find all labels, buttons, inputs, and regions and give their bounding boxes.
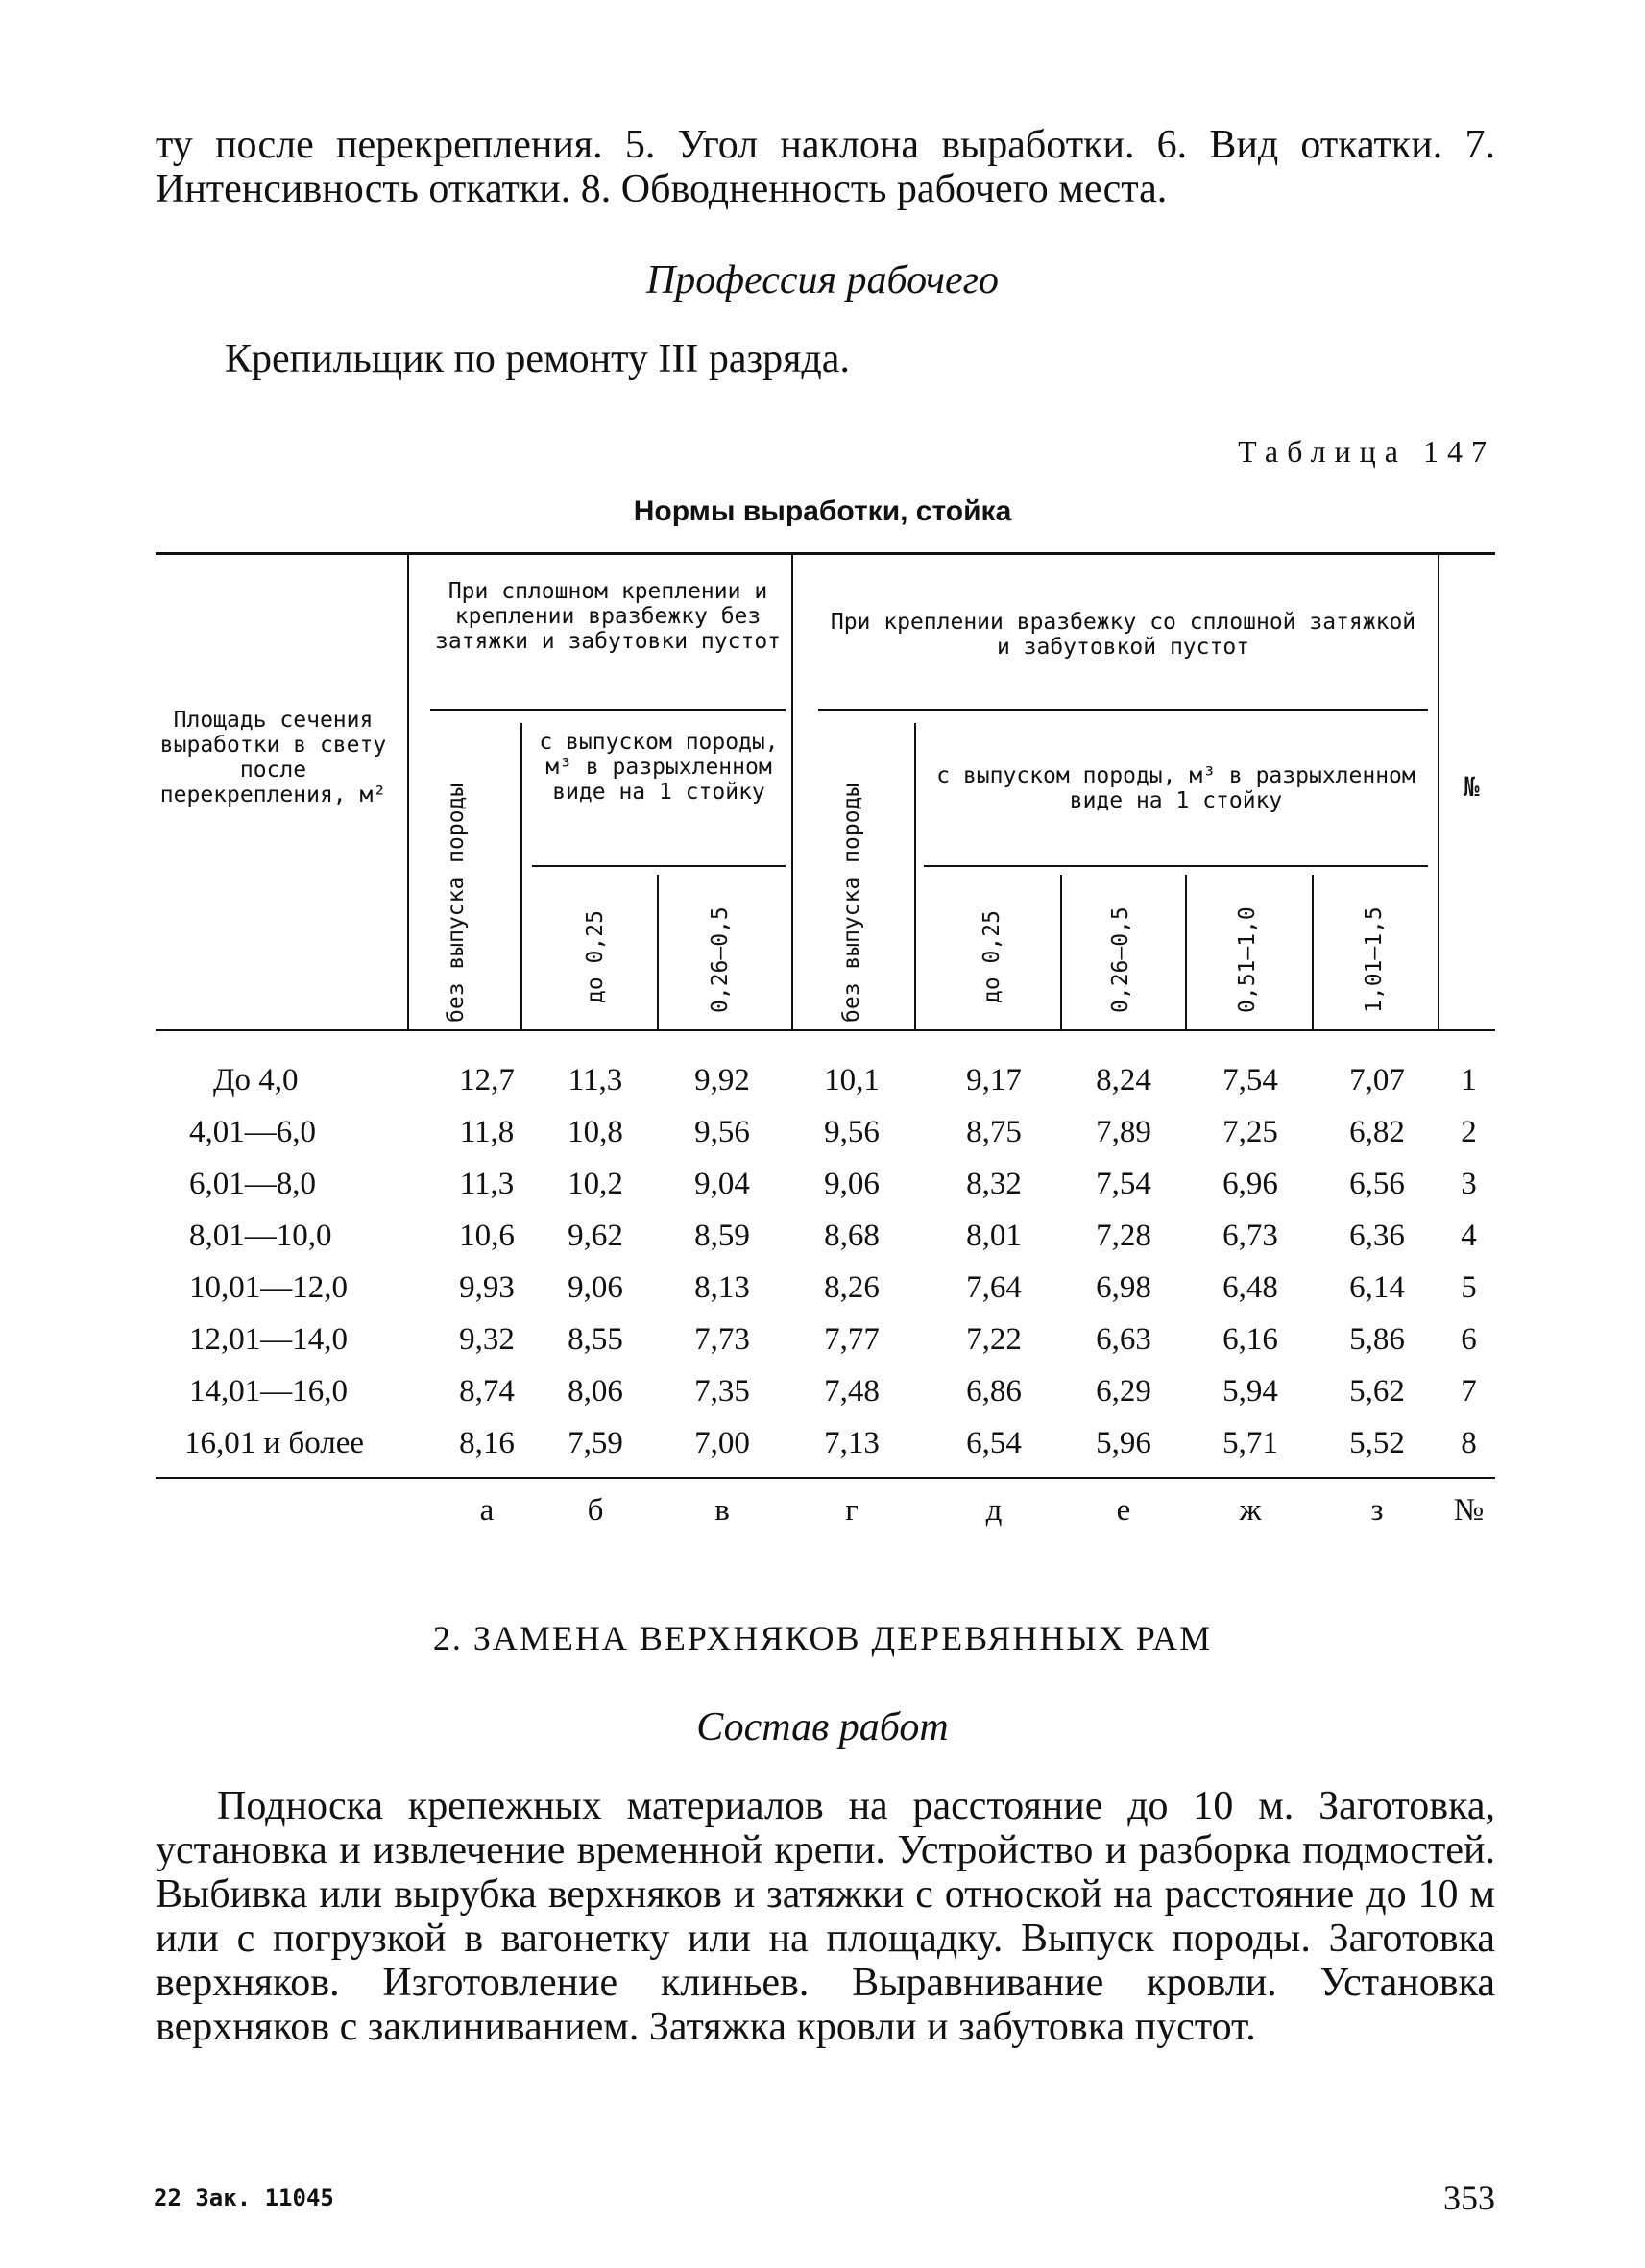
- table-cell: 5,96: [1096, 1426, 1151, 1460]
- table-cell: 6,14: [1349, 1270, 1405, 1305]
- vrule-g2-a: [1060, 875, 1062, 1029]
- table-cell: 6,82: [1349, 1115, 1405, 1149]
- profession-text: Крепильщик по ремонту III разряда.: [225, 337, 850, 381]
- group2-sub-header: с выпуском породы, м³ в разрыхленном виде на 1 стойку: [936, 763, 1415, 813]
- row-number: 1: [1461, 1063, 1477, 1098]
- table-cell: 8,01: [966, 1218, 1022, 1253]
- table-cell: 5,86: [1349, 1322, 1405, 1357]
- column-letter: а: [479, 1493, 495, 1528]
- table-cell: 7,54: [1096, 1167, 1151, 1201]
- table-cell: 7,54: [1222, 1063, 1278, 1098]
- table-cell: 9,32: [459, 1322, 515, 1357]
- column-letter: з: [1370, 1493, 1384, 1528]
- table-header-bottom-rule: [156, 1029, 1495, 1031]
- row-label: 12,01—14,0: [189, 1322, 348, 1357]
- table-cell: 7,13: [824, 1426, 880, 1460]
- table-cell: 6,98: [1096, 1270, 1151, 1305]
- group2-header: При креплении вразбежку со сплошной затяжкой и забутовкой пустот: [830, 610, 1416, 660]
- table-cell: 6,86: [966, 1374, 1022, 1409]
- table-cell: 6,29: [1096, 1374, 1151, 1409]
- table-cell: 7,28: [1096, 1218, 1151, 1253]
- column-letter: е: [1116, 1493, 1131, 1528]
- profession-heading: Профессия рабочего: [645, 258, 1000, 302]
- table-cell: 7,89: [1096, 1115, 1151, 1149]
- area-header: Площадь сечения выработки в свету после перекрепления, м²: [159, 708, 387, 808]
- table-cell: 6,73: [1222, 1218, 1278, 1253]
- table-cell: 6,96: [1222, 1167, 1278, 1201]
- table-cell: 9,17: [966, 1063, 1022, 1098]
- table-cell: 6,56: [1349, 1167, 1405, 1201]
- table-cell: 9,56: [694, 1115, 750, 1149]
- section-heading: 2. ЗАМЕНА ВЕРХНЯКОВ ДЕРЕВЯННЫХ РАМ: [432, 1619, 1213, 1657]
- col-header-f: 0,26—0,5: [1108, 906, 1133, 1013]
- vrule-g2-b: [1185, 875, 1187, 1029]
- table-cell: 8,55: [568, 1322, 623, 1357]
- column-letter: г: [845, 1493, 859, 1528]
- table-cell: 8,75: [966, 1115, 1022, 1149]
- table-cell: 5,62: [1349, 1374, 1405, 1409]
- works-heading: Состав работ: [696, 1705, 949, 1749]
- hrule-g2-sub: [924, 865, 1428, 867]
- row-number: 7: [1461, 1374, 1477, 1409]
- table-cell: 7,77: [824, 1322, 880, 1357]
- table-cell: 11,3: [568, 1063, 623, 1098]
- table-cell: 8,26: [824, 1270, 880, 1305]
- table-cell: 7,35: [694, 1374, 750, 1409]
- vrule-num: [1438, 552, 1439, 1029]
- table-cell: 6,54: [966, 1426, 1022, 1460]
- col-header-c: 0,26—0,5: [708, 906, 733, 1013]
- print-order-note: 22 Зак. 11045: [154, 2184, 334, 2211]
- col-header-h: 1,01—1,5: [1362, 906, 1387, 1013]
- top-paragraph: ту после перекрепления. 5. Угол наклона выработки. 6. Вид откатки. 7. Интенсивность откатки. 8. Обводненность рабочего места.: [156, 123, 1495, 211]
- vrule-g2-nodisch: [914, 723, 916, 1029]
- col-header-a: без выпуска породы: [444, 783, 469, 1023]
- row-label: 8,01—10,0: [189, 1218, 332, 1253]
- table-cell: 7,25: [1222, 1115, 1278, 1149]
- table-cell: 7,22: [966, 1322, 1022, 1357]
- table-cell: 5,71: [1222, 1426, 1278, 1460]
- vrule-group-split: [791, 552, 793, 1029]
- table-cell: 8,68: [824, 1218, 880, 1253]
- row-number: 6: [1461, 1322, 1477, 1357]
- row-number: 5: [1461, 1270, 1477, 1305]
- table-cell: 8,32: [966, 1167, 1022, 1201]
- column-number-label: №: [1453, 1493, 1485, 1528]
- table-cell: 5,94: [1222, 1374, 1278, 1409]
- table-cell: 8,59: [694, 1218, 750, 1253]
- col-header-e: до 0,25: [980, 910, 1004, 1003]
- table-cell: 10,1: [824, 1063, 880, 1098]
- table-cell: 9,92: [694, 1063, 750, 1098]
- hrule-group2: [818, 709, 1428, 711]
- row-label: До 4,0: [213, 1063, 299, 1098]
- row-label: 10,01—12,0: [189, 1270, 348, 1305]
- hrule-group1: [430, 709, 786, 711]
- group1-sub-header: с выпуском породы, м³ в разрыхленном виде на 1 стойку: [539, 730, 779, 805]
- table-cell: 9,06: [568, 1270, 623, 1305]
- table-cell: 7,07: [1349, 1063, 1405, 1098]
- table-cell: 9,93: [459, 1270, 515, 1305]
- table-cell: 7,59: [568, 1426, 623, 1460]
- row-number: 8: [1461, 1426, 1477, 1460]
- table-cell: 9,56: [824, 1115, 880, 1149]
- table-cell: 9,04: [694, 1167, 750, 1201]
- column-letter: б: [587, 1493, 604, 1528]
- table-top-rule: [156, 552, 1495, 555]
- norms-table: [156, 552, 1495, 1528]
- table-cell: 10,8: [568, 1115, 623, 1149]
- table-cell: 10,2: [568, 1167, 623, 1201]
- vrule-g2-c: [1312, 875, 1314, 1029]
- table-cell: 7,73: [694, 1322, 750, 1357]
- table-cell: 8,16: [459, 1426, 515, 1460]
- table-number: Таблица 147: [1238, 434, 1495, 469]
- vrule-area: [407, 552, 409, 1029]
- col-header-d: без выпуска породы: [839, 783, 864, 1023]
- table-title: Нормы выработки, стойка: [633, 495, 1012, 527]
- table-cell: 8,13: [694, 1270, 750, 1305]
- table-cell: 10,6: [459, 1218, 515, 1253]
- column-letter: ж: [1239, 1493, 1262, 1528]
- row-number: 4: [1461, 1218, 1477, 1253]
- table-cell: 8,24: [1096, 1063, 1151, 1098]
- row-label: 6,01—8,0: [189, 1167, 316, 1201]
- col-header-b: до 0,25: [583, 910, 608, 1003]
- table-cell: 5,52: [1349, 1426, 1405, 1460]
- table-body-bottom-rule: [156, 1477, 1495, 1479]
- table-cell: 12,7: [459, 1063, 515, 1098]
- row-label: 14,01—16,0: [189, 1374, 348, 1409]
- group1-header: При сплошном креплении и креплении вразбежку без затяжки и забутовки пустот: [434, 579, 782, 654]
- table-cell: 11,3: [459, 1167, 515, 1201]
- row-label: 4,01—6,0: [189, 1115, 316, 1149]
- table-cell: 9,06: [824, 1167, 880, 1201]
- table-cell: 7,00: [694, 1426, 750, 1460]
- hrule-g1-sub: [532, 865, 786, 867]
- column-letter: д: [985, 1493, 1003, 1528]
- row-number: 3: [1461, 1167, 1477, 1201]
- vrule-g1-mid: [657, 875, 659, 1029]
- table-cell: 6,48: [1222, 1270, 1278, 1305]
- works-paragraph: Подноска крепежных материалов на расстояние до 10 м. Заготовка, установка и извлечение временной крепи. Устройство и разборка подмостей. Выбивка или вырубка верхняков и затяжки с отноской на расстояние до 10 м или с погрузкой в вагонетку или на площадку. Выпуск породы. Заготовка верхняков. Изготовление клиньев. Выравнивание кровли. Установка верхняков с заклиниванием. Затяжка кровли и забутовка пустот.: [156, 1784, 1495, 2049]
- vrule-g1-nodisch: [520, 723, 522, 1029]
- table-cell: 9,62: [568, 1218, 623, 1253]
- num-header: №: [1463, 771, 1480, 803]
- column-letter: в: [714, 1493, 730, 1528]
- page-number: 353: [1443, 2179, 1495, 2217]
- table-cell: 11,8: [459, 1115, 515, 1149]
- table-cell: 7,48: [824, 1374, 880, 1409]
- table-cell: 6,63: [1096, 1322, 1151, 1357]
- table-cell: 6,16: [1222, 1322, 1278, 1357]
- table-cell: 8,74: [459, 1374, 515, 1409]
- row-number: 2: [1461, 1115, 1477, 1149]
- table-cell: 7,64: [966, 1270, 1022, 1305]
- col-header-g: 0,51—1,0: [1235, 906, 1260, 1013]
- row-label: 16,01 и более: [184, 1426, 365, 1460]
- table-cell: 6,36: [1349, 1218, 1405, 1253]
- table-cell: 8,06: [568, 1374, 623, 1409]
